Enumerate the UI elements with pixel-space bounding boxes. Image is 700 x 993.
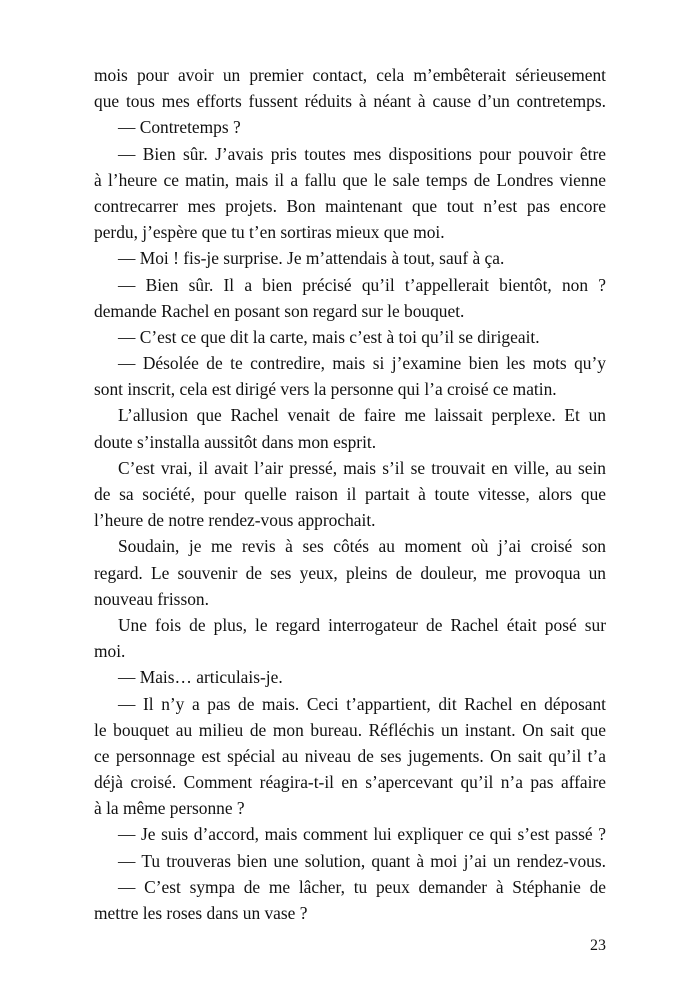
text-line: à la même personne ? (94, 798, 245, 819)
text-line: — Bien sûr. J’avais pris toutes mes dispositions pour pouvoir être (118, 143, 606, 164)
text-line: C’est vrai, il avait l’air pressé, mais s’il se trouvait en ville, au sein (118, 457, 606, 478)
text-line: doute s’installa aussitôt dans mon esprit. (94, 431, 377, 452)
text-line: moi. (94, 641, 126, 662)
text-line: à l’heure ce matin, mais il a fallu que le sale temps de Londres vienne (94, 169, 606, 190)
text-line: L’allusion que Rachel venait de faire me laissait perplexe. Et un (118, 405, 606, 426)
text-line: de sa société, pour quelle raison il partait à toute vitesse, alors que (94, 484, 606, 504)
page-number: 23 (590, 937, 606, 954)
text-line: — C’est ce que dit la carte, mais c’est à toi qu’il se dirigeait. (118, 326, 540, 347)
text-line: mois pour avoir un premier contact, cela m’embêterait sérieusement (94, 65, 606, 85)
text-line: mettre les roses dans un vase ? (94, 903, 308, 923)
page-body (94, 62, 606, 926)
text-line: regard. Le souvenir de ses yeux, pleins de douleur, me provoqua un (94, 562, 606, 583)
text-line: demande Rachel en posant son regard sur le bouquet. (94, 300, 465, 321)
text-line: — Moi ! fis-je surprise. Je m’attendais à tout, sauf à ça. (118, 248, 505, 269)
text-line: Soudain, je me revis à ses côtés au moment où j’ai croisé son (118, 536, 606, 557)
text-line: déjà croisé. Comment réagira-t-il en s’apercevant qu’il n’a pas affaire (94, 772, 606, 793)
text-line: l’heure de notre rendez-vous approchait. (94, 510, 376, 531)
text-line: — Je suis d’accord, mais comment lui expliquer ce qui s’est passé ? (118, 824, 606, 845)
text-line: que tous mes efforts fussent réduits à néant à cause d’un contretemps. (94, 91, 606, 112)
text-line: — C’est sympa de me lâcher, tu peux demander à Stéphanie de (118, 876, 606, 897)
text-line: perdu, j’espère que tu t’en sortiras mieux que moi. (94, 222, 445, 243)
text-line: nouveau frisson. (94, 588, 209, 609)
text-line: sont inscrit, cela est dirigé vers la personne qui l’a croisé ce matin. (94, 379, 557, 400)
text-line: ce personnage est spécial au niveau de ses jugements. On sait qu’il t’a (94, 745, 606, 766)
text-line: le bouquet au milieu de mon bureau. Réfléchis un instant. On sait que (94, 719, 606, 740)
text-line: — Mais… articulais-je. (118, 667, 283, 688)
text-line: Une fois de plus, le regard interrogateur de Rachel était posé sur (118, 614, 606, 635)
text-line: contrecarrer mes projets. Bon maintenant que tout n’est pas encore (94, 195, 606, 216)
text-line: — Il n’y a pas de mais. Ceci t’appartient, dit Rachel en déposant (118, 693, 606, 714)
text-line: — Désolée de te contredire, mais si j’examine bien les mots qu’y (118, 353, 606, 374)
text-line: — Bien sûr. Il a bien précisé qu’il t’appellerait bientôt, non ? (118, 274, 606, 295)
text-line: — Tu trouveras bien une solution, quant à moi j’ai un rendez-vous. (118, 850, 606, 871)
text-line: — Contretemps ? (118, 117, 241, 138)
